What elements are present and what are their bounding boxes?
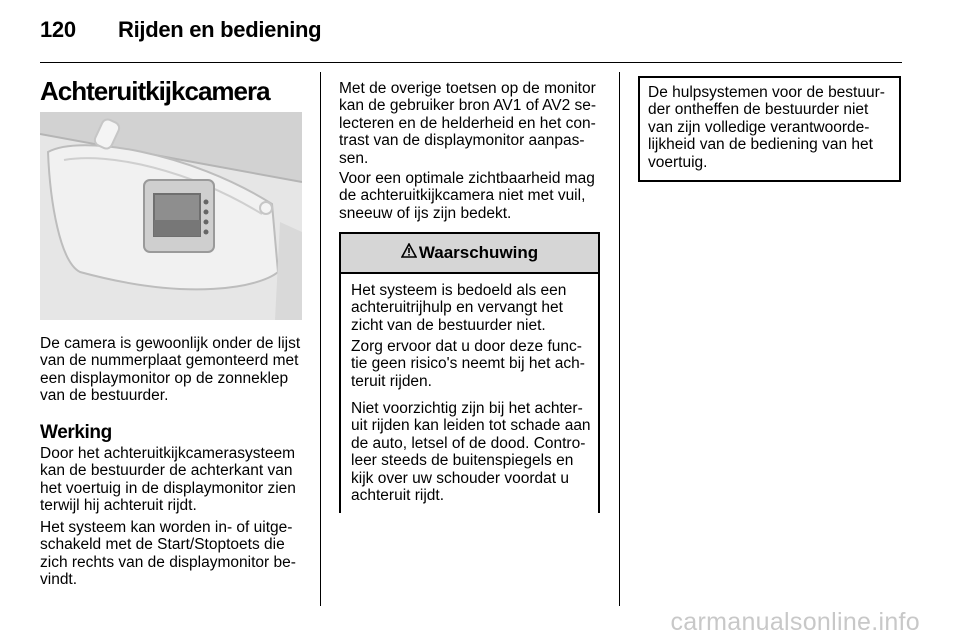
intro-paragraph: De camera is gewoonlijk onder de lijst van de nummerplaat gemonteerd met een displaymonitor op de zonneklep van de bestuurder. (40, 335, 301, 405)
column-divider-left (320, 72, 321, 606)
middle-paragraph-1: Met de overige toetsen op de monitor kan de gebruiker bron AV1 of AV2 selecteren en de helderheid en het contrast van de displaymonitor aanpassen. (339, 80, 597, 167)
middle-paragraph-2: Voor een optimale zichtbaarheid mag de achteruitkijkcamera niet met vuil, sneeuw of ijs zijn bedekt. (339, 170, 595, 222)
werking-paragraph-1: Door het achteruitkijkcamerasysteem kan de bestuurder de achterkant van het voertuig in de displaymonitor zien terwijl hij achteruit rijdt. (40, 445, 296, 515)
sun-visor-monitor-illustration (40, 112, 302, 320)
warning-paragraph-2: Zorg ervoor dat u door deze functie geen risico's neemt bij het achteruit rijden. (351, 338, 585, 390)
werking-paragraph-2: Het systeem kan worden in- of uitgeschakeld met de Start/Stoptoets die zich rechts van de displaymonitor bevindt. (40, 519, 296, 589)
header-rule (40, 62, 902, 63)
warning-paragraph-3: Niet voorzichtig zijn bij het achteruit rijden kan leiden tot schade aan de auto, letsel of de dood. Controleer steeds de buitenspiegels en kijk over uw schouder voordat u achteruit rijdt. (351, 400, 591, 505)
subheading-werking: Werking (40, 422, 112, 443)
warning-title: Waarschuwing (418, 243, 539, 262)
warning-triangle-icon (401, 243, 417, 263)
warning-header (341, 234, 598, 274)
note-box (638, 76, 901, 182)
column-divider-right (619, 72, 620, 606)
page-number: 120 (40, 17, 76, 42)
sun-visor-monitor-drawing (40, 112, 302, 320)
chapter-title: Rijden en bediening (118, 17, 322, 42)
warning-paragraph-1: Het systeem is bedoeld als een achteruitrijhulp en vervangt het zicht van de bestuurder niet. (351, 282, 567, 334)
warning-box (339, 232, 600, 513)
watermark: carmanualsonline.info (670, 608, 920, 636)
section-title: Achteruitkijkcamera (40, 76, 270, 106)
note-paragraph: De hulpsystemen voor de bestuurder ontheffen de bestuurder niet van zijn volledige verantwoordelijkheid van de bediening van het voertuig. (648, 84, 885, 171)
